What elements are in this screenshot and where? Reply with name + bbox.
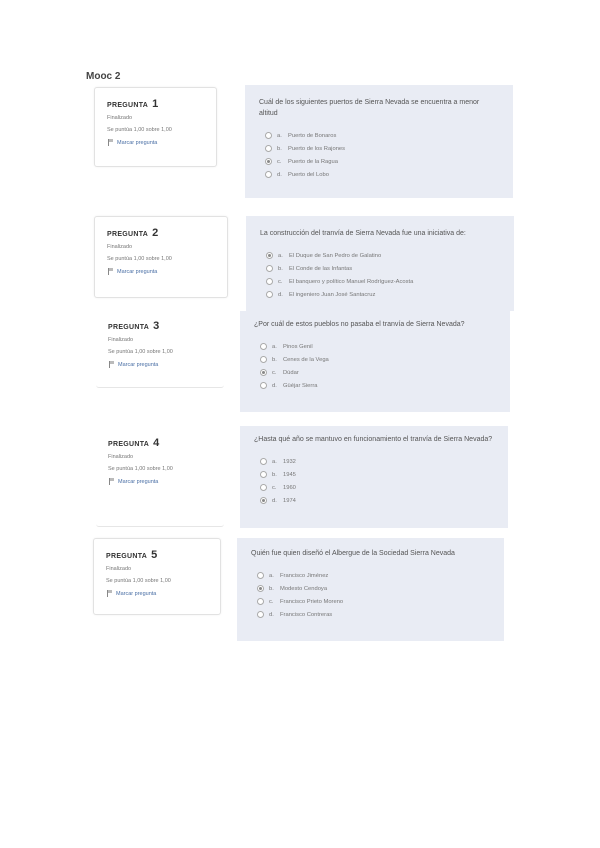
option-letter: c.	[272, 369, 277, 376]
radio-button[interactable]	[260, 356, 267, 363]
option-letter: b.	[272, 356, 277, 363]
question-number: 2	[152, 227, 159, 239]
question-body-3	[240, 311, 510, 412]
question-text: La construcción del tranvía de Sierra Nevada fue una iniciativa de:	[260, 230, 466, 237]
answer-option[interactable]	[257, 569, 490, 582]
option-letter: b.	[269, 585, 274, 592]
option-text: Puerto de los Rajones	[288, 145, 346, 152]
question-info-4	[96, 427, 224, 527]
radio-button[interactable]	[265, 145, 272, 152]
flag-icon	[107, 139, 114, 146]
option-text: Cenes de la Vega	[283, 356, 329, 363]
option-letter: c.	[278, 278, 283, 285]
answer-option[interactable]	[260, 353, 496, 366]
question-state: Finalizado	[108, 337, 134, 343]
flag-label: Marcar pregunta	[118, 478, 159, 485]
option-letter: c.	[272, 484, 277, 491]
answer-option[interactable]	[260, 379, 496, 392]
question-number: 1	[152, 98, 159, 110]
question-state: Finalizado	[108, 454, 134, 460]
option-letter: b.	[272, 471, 277, 478]
option-text: El Duque de San Pedro de Galatino	[289, 252, 382, 259]
question-score: Se puntúa 1,00 sobre 1,00	[106, 578, 171, 584]
option-text: Francisco Jiménez	[280, 572, 329, 579]
answer-option[interactable]	[266, 288, 500, 301]
radio-button[interactable]	[260, 382, 267, 389]
flag-label: Marcar pregunta	[118, 361, 159, 368]
radio-button[interactable]	[260, 497, 267, 504]
answer-option[interactable]	[260, 481, 494, 494]
answer-options	[259, 129, 499, 181]
radio-button[interactable]	[260, 458, 267, 465]
option-letter: c.	[277, 158, 282, 165]
radio-button[interactable]	[257, 572, 264, 579]
question-state: Finalizado	[106, 566, 132, 572]
radio-button[interactable]	[265, 171, 272, 178]
question-text: Cuál de los siguientes puertos de Sierra Nevada se encuentra a menor altitud	[259, 99, 480, 117]
question-body-5	[237, 538, 504, 641]
radio-button[interactable]	[257, 585, 264, 592]
flag-question-link[interactable]	[107, 139, 204, 146]
answer-option[interactable]	[266, 275, 500, 288]
option-letter: c.	[269, 598, 274, 605]
answer-option[interactable]	[257, 582, 490, 595]
question-state: Finalizado	[107, 244, 133, 250]
option-letter: a.	[278, 252, 283, 259]
question-state: Finalizado	[107, 115, 133, 121]
question-text: ¿Por cuál de estos pueblos no pasaba el tranvía de Sierra Nevada?	[254, 321, 465, 328]
question-label: PREGUNTA	[107, 231, 149, 238]
question-label: PREGUNTA	[107, 102, 149, 109]
option-letter: d.	[272, 382, 277, 389]
answer-option[interactable]	[257, 608, 490, 621]
answer-options	[251, 569, 490, 621]
option-text: El ingeniero Juan José Santacruz	[289, 291, 376, 298]
option-text: El Conde de las Infantas	[289, 265, 353, 272]
option-letter: b.	[277, 145, 282, 152]
question-body-1	[245, 85, 513, 198]
flag-icon	[107, 268, 114, 275]
flag-icon	[108, 478, 115, 485]
question-score: Se puntúa 1,00 sobre 1,00	[107, 127, 172, 133]
radio-button[interactable]	[260, 471, 267, 478]
option-letter: d.	[269, 611, 274, 618]
question-label: PREGUNTA	[106, 553, 148, 560]
answer-option[interactable]	[260, 455, 494, 468]
radio-button[interactable]	[260, 484, 267, 491]
question-number: 5	[151, 549, 158, 561]
flag-question-link[interactable]	[106, 590, 208, 597]
answer-option[interactable]	[266, 262, 500, 275]
radio-button[interactable]	[265, 158, 272, 165]
answer-option[interactable]	[266, 249, 500, 262]
answer-option[interactable]	[260, 468, 494, 481]
option-letter: b.	[278, 265, 283, 272]
option-text: 1945	[283, 471, 296, 478]
radio-button[interactable]	[257, 598, 264, 605]
flag-icon	[108, 361, 115, 368]
question-label: PREGUNTA	[108, 324, 150, 331]
radio-button[interactable]	[265, 132, 272, 139]
question-body-4	[240, 426, 508, 528]
flag-label: Marcar pregunta	[116, 590, 157, 597]
option-text: El banquero y político Manuel Rodríguez-Acosta	[289, 278, 414, 285]
option-text: Francisco Prieto Moreno	[280, 598, 344, 605]
question-info-3	[96, 310, 224, 388]
answer-option[interactable]	[260, 366, 496, 379]
option-text: Güéjar Sierra	[283, 382, 318, 389]
option-text: 1960	[283, 484, 296, 491]
answer-option[interactable]	[260, 340, 496, 353]
option-text: Dúdar	[283, 369, 299, 376]
option-text: Pinos Genil	[283, 343, 313, 350]
question-score: Se puntúa 1,00 sobre 1,00	[108, 349, 173, 355]
flag-label: Marcar pregunta	[117, 268, 158, 275]
option-letter: a.	[272, 458, 277, 465]
option-letter: d.	[277, 171, 282, 178]
question-body-2	[246, 216, 514, 311]
option-letter: a.	[272, 343, 277, 350]
question-score: Se puntúa 1,00 sobre 1,00	[108, 466, 173, 472]
question-info-2	[94, 216, 228, 298]
question-label: PREGUNTA	[108, 441, 150, 448]
option-text: Puerto del Lobo	[288, 171, 329, 178]
option-letter: d.	[278, 291, 283, 298]
answer-options	[254, 455, 494, 507]
flag-question-link[interactable]	[107, 268, 215, 275]
radio-button[interactable]	[260, 343, 267, 350]
question-number: 3	[153, 320, 160, 332]
answer-option[interactable]	[265, 155, 499, 168]
radio-button[interactable]	[257, 611, 264, 618]
option-text: Puerto de Bonaros	[288, 132, 337, 139]
radio-button[interactable]	[266, 265, 273, 272]
answer-options	[254, 340, 496, 392]
option-text: 1974	[283, 497, 296, 504]
radio-button[interactable]	[266, 252, 273, 259]
question-info-1	[94, 87, 217, 167]
option-text: Francisco Contreras	[280, 611, 333, 618]
question-info-5	[93, 538, 221, 615]
option-letter: d.	[272, 497, 277, 504]
question-number: 4	[153, 437, 160, 449]
radio-button[interactable]	[266, 291, 273, 298]
question-text: ¿Hasta qué año se mantuvo en funcionamiento el tranvía de Sierra Nevada?	[254, 436, 493, 443]
radio-button[interactable]	[260, 369, 267, 376]
option-letter: a.	[269, 572, 274, 579]
answer-option[interactable]	[265, 142, 499, 155]
option-text: Modesto Cendoya	[280, 585, 328, 592]
radio-button[interactable]	[266, 278, 273, 285]
flag-question-link[interactable]	[108, 478, 212, 485]
answer-option[interactable]	[265, 129, 499, 142]
answer-option[interactable]	[265, 168, 499, 181]
answer-option[interactable]	[260, 494, 494, 507]
page-title: Mooc 2	[86, 71, 121, 82]
answer-option[interactable]	[257, 595, 490, 608]
answer-options	[260, 249, 500, 301]
option-text: Puerto de la Ragua	[288, 158, 338, 165]
question-score: Se puntúa 1,00 sobre 1,00	[107, 256, 172, 262]
flag-question-link[interactable]	[108, 361, 212, 368]
option-letter: a.	[277, 132, 282, 139]
flag-label: Marcar pregunta	[117, 139, 158, 146]
question-text: Quién fue quien diseñó el Albergue de la Sociedad Sierra Nevada	[251, 550, 455, 557]
flag-icon	[106, 590, 113, 597]
option-text: 1932	[283, 458, 296, 465]
